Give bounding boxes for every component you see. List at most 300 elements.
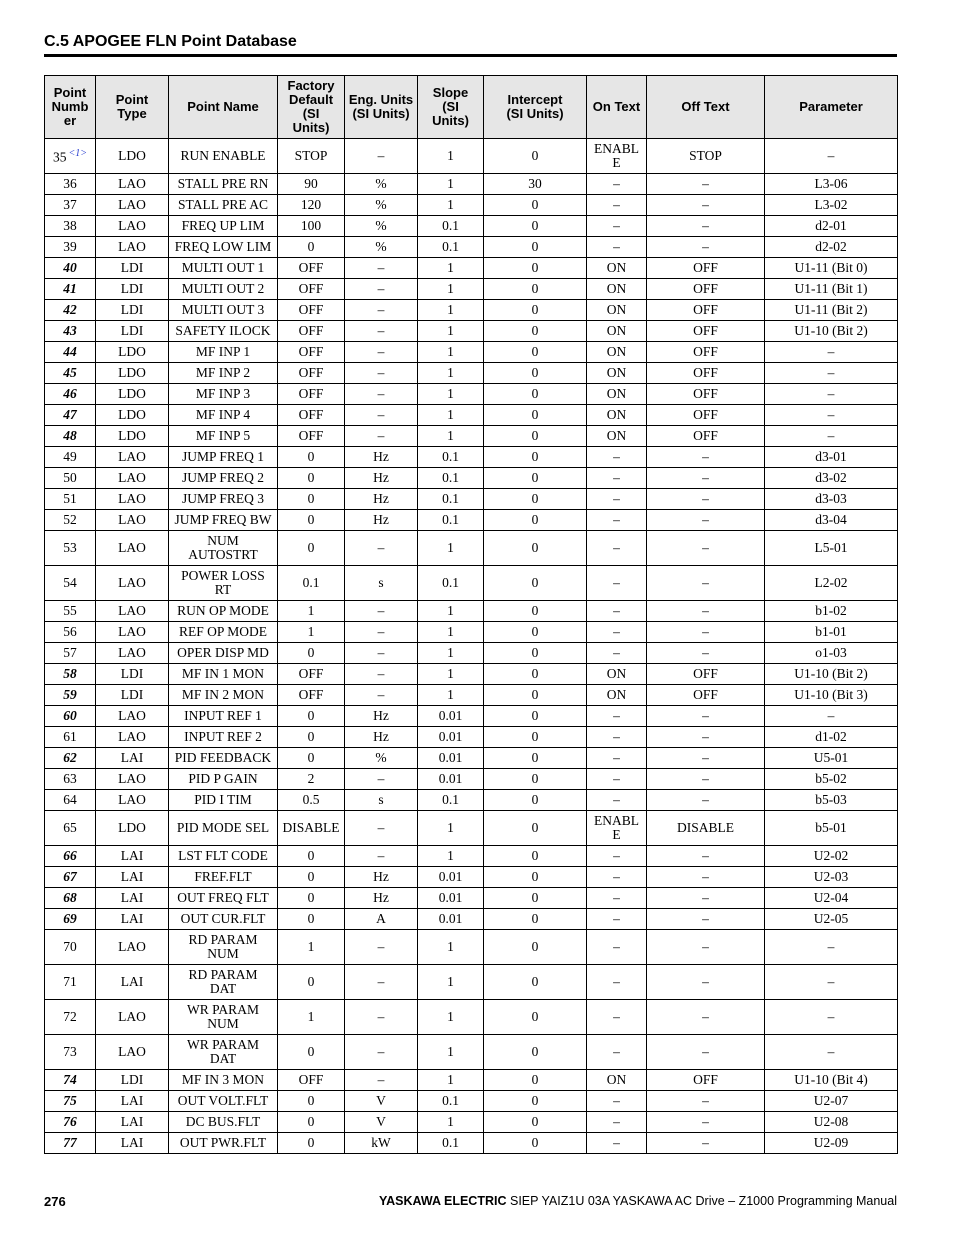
point-type-cell: LAO (96, 566, 169, 601)
on-text-cell: – (587, 601, 647, 622)
on-text-cell: – (587, 216, 647, 237)
eng-units-cell: A (345, 909, 418, 930)
off-text-cell: – (647, 790, 765, 811)
on-text-cell: – (587, 790, 647, 811)
off-text-cell: STOP (647, 139, 765, 174)
on-text-cell: – (587, 237, 647, 258)
slope-cell: 1 (418, 643, 484, 664)
point-type-cell: LDI (96, 258, 169, 279)
off-text-cell: – (647, 468, 765, 489)
point-number-cell (45, 426, 96, 447)
intercept-cell: 0 (484, 405, 587, 426)
off-text-cell: OFF (647, 664, 765, 685)
on-text-cell: – (587, 1000, 647, 1035)
eng-units-cell: – (345, 384, 418, 405)
intercept-cell: 0 (484, 930, 587, 965)
on-text-cell: – (587, 706, 647, 727)
on-text-cell: – (587, 965, 647, 1000)
point-number-cell (45, 1035, 96, 1070)
header-point-name: Point Name (169, 76, 278, 139)
section-title: C.5 APOGEE FLN Point Database (44, 33, 297, 50)
slope-cell: 1 (418, 384, 484, 405)
slope-cell: 1 (418, 405, 484, 426)
table-row (45, 279, 898, 300)
point-name-cell: OUT FREQ FLT (169, 888, 278, 909)
point-name-cell: MF INP 4 (169, 405, 278, 426)
slope-cell: 0.1 (418, 237, 484, 258)
point-type-cell: LDO (96, 426, 169, 447)
off-text-cell: – (647, 1035, 765, 1070)
eng-units-cell: – (345, 300, 418, 321)
table-row (45, 846, 898, 867)
parameter-cell: – (765, 706, 898, 727)
point-name-cell: SAFETY ILOCK (169, 321, 278, 342)
point-number-cell (45, 846, 96, 867)
slope-cell: 1 (418, 930, 484, 965)
off-text-cell: – (647, 622, 765, 643)
intercept-cell: 0 (484, 888, 587, 909)
table-row (45, 321, 898, 342)
off-text-cell: – (647, 965, 765, 1000)
factory-default-cell: DISABLE (278, 811, 345, 846)
point-number-text: 35 (53, 149, 67, 165)
intercept-cell: 0 (484, 468, 587, 489)
point-name-cell: MF IN 2 MON (169, 685, 278, 706)
parameter-cell: U2-05 (765, 909, 898, 930)
off-text-cell: – (647, 1091, 765, 1112)
intercept-cell: 0 (484, 384, 587, 405)
slope-cell: 1 (418, 1070, 484, 1091)
point-type-cell: LAO (96, 769, 169, 790)
parameter-cell: U1-10 (Bit 2) (765, 664, 898, 685)
slope-cell: 1 (418, 300, 484, 321)
point-name-cell: PID I TIM (169, 790, 278, 811)
point-name-cell: OUT PWR.FLT (169, 1133, 278, 1154)
header-point-type: Point Type (96, 76, 169, 139)
slope-cell: 1 (418, 342, 484, 363)
on-text-cell: ON (587, 300, 647, 321)
off-text-cell: – (647, 769, 765, 790)
table-row (45, 342, 898, 363)
eng-units-cell: % (345, 748, 418, 769)
point-number-cell (45, 1091, 96, 1112)
slope-cell: 0.01 (418, 706, 484, 727)
point-type-cell: LAI (96, 1133, 169, 1154)
off-text-cell: OFF (647, 1070, 765, 1091)
eng-units-cell: Hz (345, 510, 418, 531)
page-number: 276 (44, 1194, 66, 1209)
table-row (45, 489, 898, 510)
parameter-cell: b5-03 (765, 790, 898, 811)
off-text-cell: – (647, 846, 765, 867)
eng-units-cell: – (345, 321, 418, 342)
parameter-cell: – (765, 363, 898, 384)
slope-cell: 1 (418, 622, 484, 643)
point-name-cell: JUMP FREQ 1 (169, 447, 278, 468)
footer-document-title (379, 1194, 897, 1208)
point-number-cell (45, 510, 96, 531)
table-row (45, 174, 898, 195)
point-number-text: 77 (63, 1135, 77, 1150)
point-type-cell: LAO (96, 195, 169, 216)
point-name-cell: FREF.FLT (169, 867, 278, 888)
header-on-text: On Text (587, 76, 647, 139)
point-type-cell: LAI (96, 748, 169, 769)
intercept-cell: 0 (484, 363, 587, 384)
parameter-cell: b1-01 (765, 622, 898, 643)
off-text-cell: – (647, 888, 765, 909)
parameter-cell: – (765, 930, 898, 965)
point-type-cell: LAO (96, 1035, 169, 1070)
intercept-cell: 0 (484, 909, 587, 930)
factory-default-cell: 0 (278, 909, 345, 930)
table-row (45, 300, 898, 321)
point-number-text: 67 (63, 869, 77, 884)
off-text-cell: OFF (647, 426, 765, 447)
eng-units-cell: V (345, 1091, 418, 1112)
parameter-cell: U5-01 (765, 748, 898, 769)
point-type-cell: LAO (96, 643, 169, 664)
point-type-cell: LAI (96, 846, 169, 867)
slope-cell: 0.1 (418, 790, 484, 811)
point-number-cell (45, 279, 96, 300)
intercept-cell: 0 (484, 321, 587, 342)
factory-default-cell: 0 (278, 846, 345, 867)
point-number-cell (45, 216, 96, 237)
parameter-cell: U2-02 (765, 846, 898, 867)
eng-units-cell: – (345, 601, 418, 622)
eng-units-cell: – (345, 426, 418, 447)
point-number-text: 55 (63, 603, 77, 618)
eng-units-cell: Hz (345, 867, 418, 888)
slope-cell: 1 (418, 139, 484, 174)
point-number-text: 69 (63, 911, 77, 926)
eng-units-cell: – (345, 664, 418, 685)
parameter-cell: U1-10 (Bit 4) (765, 1070, 898, 1091)
on-text-cell: – (587, 909, 647, 930)
eng-units-cell: – (345, 342, 418, 363)
on-text-cell: – (587, 510, 647, 531)
intercept-cell: 0 (484, 769, 587, 790)
slope-cell: 1 (418, 1112, 484, 1133)
point-name-cell: MF INP 5 (169, 426, 278, 447)
table-header-row (45, 76, 898, 139)
intercept-cell: 0 (484, 727, 587, 748)
slope-cell: 1 (418, 846, 484, 867)
intercept-cell: 0 (484, 1133, 587, 1154)
factory-default-cell: OFF (278, 384, 345, 405)
table-row (45, 909, 898, 930)
eng-units-cell: – (345, 622, 418, 643)
eng-units-cell: – (345, 846, 418, 867)
point-name-cell: STALL PRE AC (169, 195, 278, 216)
parameter-cell: – (765, 405, 898, 426)
point-name-cell: NUM AUTOSTRT (169, 531, 278, 566)
footnote-reference-link[interactable]: <1> (68, 148, 87, 160)
parameter-cell: – (765, 1000, 898, 1035)
eng-units-cell: – (345, 258, 418, 279)
parameter-cell: d3-03 (765, 489, 898, 510)
table-row (45, 1000, 898, 1035)
factory-default-cell: 0 (278, 468, 345, 489)
point-type-cell: LAO (96, 216, 169, 237)
table-row (45, 237, 898, 258)
eng-units-cell: Hz (345, 706, 418, 727)
factory-default-cell: 0 (278, 237, 345, 258)
factory-default-cell: 90 (278, 174, 345, 195)
point-name-cell: MF INP 3 (169, 384, 278, 405)
factory-default-cell: OFF (278, 426, 345, 447)
table-row (45, 811, 898, 846)
point-name-cell: OUT CUR.FLT (169, 909, 278, 930)
table-row (45, 727, 898, 748)
intercept-cell: 0 (484, 1112, 587, 1133)
point-name-cell: INPUT REF 1 (169, 706, 278, 727)
parameter-cell: – (765, 139, 898, 174)
point-number-cell (45, 965, 96, 1000)
point-name-cell: MF IN 3 MON (169, 1070, 278, 1091)
table-row (45, 1091, 898, 1112)
factory-default-cell: 1 (278, 930, 345, 965)
on-text-cell: ENABL E (587, 811, 647, 846)
intercept-cell: 0 (484, 139, 587, 174)
point-name-cell: MULTI OUT 1 (169, 258, 278, 279)
point-number-cell (45, 342, 96, 363)
factory-default-cell: 0 (278, 888, 345, 909)
table-row (45, 426, 898, 447)
point-name-cell: WR PARAM NUM (169, 1000, 278, 1035)
on-text-cell: – (587, 1091, 647, 1112)
point-type-cell: LAO (96, 237, 169, 258)
point-number-cell (45, 748, 96, 769)
eng-units-cell: Hz (345, 888, 418, 909)
point-name-cell: MF IN 1 MON (169, 664, 278, 685)
eng-units-cell: – (345, 685, 418, 706)
on-text-cell: ON (587, 321, 647, 342)
table-row (45, 706, 898, 727)
intercept-cell: 0 (484, 1070, 587, 1091)
slope-cell: 1 (418, 601, 484, 622)
on-text-cell: ON (587, 363, 647, 384)
factory-default-cell: 0 (278, 489, 345, 510)
point-type-cell: LDI (96, 1070, 169, 1091)
intercept-cell: 0 (484, 258, 587, 279)
point-number-cell (45, 384, 96, 405)
off-text-cell: OFF (647, 321, 765, 342)
point-name-cell: MF INP 2 (169, 363, 278, 384)
eng-units-cell: – (345, 1000, 418, 1035)
point-name-cell: OPER DISP MD (169, 643, 278, 664)
intercept-cell: 0 (484, 510, 587, 531)
intercept-cell: 0 (484, 664, 587, 685)
eng-units-cell: % (345, 237, 418, 258)
point-number-text: 51 (63, 491, 77, 506)
point-name-cell: PID MODE SEL (169, 811, 278, 846)
table-row (45, 622, 898, 643)
factory-default-cell: OFF (278, 342, 345, 363)
on-text-cell: – (587, 643, 647, 664)
off-text-cell: OFF (647, 279, 765, 300)
parameter-cell: – (765, 965, 898, 1000)
factory-default-cell: 1 (278, 1000, 345, 1035)
header-eng-units: Eng. Units (SI Units) (345, 76, 418, 139)
intercept-cell: 0 (484, 300, 587, 321)
table-row (45, 664, 898, 685)
point-name-cell: WR PARAM DAT (169, 1035, 278, 1070)
heading-rule (44, 54, 897, 57)
point-number-cell (45, 930, 96, 965)
on-text-cell: – (587, 727, 647, 748)
parameter-cell: o1-03 (765, 643, 898, 664)
parameter-cell: – (765, 384, 898, 405)
point-type-cell: LAI (96, 888, 169, 909)
factory-default-cell: 0 (278, 643, 345, 664)
point-type-cell: LDI (96, 279, 169, 300)
footer-doc-title: SIEP YAIZ1U 03A YASKAWA AC Drive – Z1000 Programming Manual (510, 1194, 897, 1208)
intercept-cell: 30 (484, 174, 587, 195)
footer-brand: YASKAWA ELECTRIC (378, 1194, 507, 1208)
factory-default-cell: 120 (278, 195, 345, 216)
table-row (45, 930, 898, 965)
point-number-text: 62 (63, 750, 77, 765)
intercept-cell: 0 (484, 489, 587, 510)
slope-cell: 0.01 (418, 909, 484, 930)
point-number-cell (45, 867, 96, 888)
on-text-cell: ON (587, 685, 647, 706)
header-off-text: Off Text (647, 76, 765, 139)
factory-default-cell: 0 (278, 1035, 345, 1070)
point-type-cell: LAI (96, 965, 169, 1000)
eng-units-cell: – (345, 769, 418, 790)
off-text-cell: OFF (647, 300, 765, 321)
on-text-cell: – (587, 447, 647, 468)
parameter-cell: U2-03 (765, 867, 898, 888)
point-number-text: 66 (63, 848, 77, 863)
point-number-text: 59 (63, 687, 77, 702)
point-number-cell (45, 1112, 96, 1133)
point-type-cell: LDI (96, 300, 169, 321)
point-number-text: 68 (63, 890, 77, 905)
point-number-cell (45, 531, 96, 566)
point-name-cell: FREQ LOW LIM (169, 237, 278, 258)
eng-units-cell: – (345, 363, 418, 384)
point-name-cell: RD PARAM DAT (169, 965, 278, 1000)
eng-units-cell: – (345, 405, 418, 426)
off-text-cell: – (647, 510, 765, 531)
point-number-cell (45, 769, 96, 790)
on-text-cell: – (587, 622, 647, 643)
eng-units-cell: – (345, 279, 418, 300)
factory-default-cell: 0.1 (278, 566, 345, 601)
parameter-cell: L3-02 (765, 195, 898, 216)
on-text-cell: – (587, 1035, 647, 1070)
slope-cell: 1 (418, 1035, 484, 1070)
point-name-cell: RUN ENABLE (169, 139, 278, 174)
point-number-text: 76 (63, 1114, 77, 1129)
parameter-cell: d3-02 (765, 468, 898, 489)
off-text-cell: – (647, 237, 765, 258)
parameter-cell: b5-01 (765, 811, 898, 846)
point-number-text: 71 (63, 974, 77, 989)
intercept-cell: 0 (484, 1035, 587, 1070)
slope-cell: 0.01 (418, 769, 484, 790)
table-row (45, 447, 898, 468)
point-name-cell: PID P GAIN (169, 769, 278, 790)
slope-cell: 1 (418, 174, 484, 195)
parameter-cell: d2-02 (765, 237, 898, 258)
point-type-cell: LAO (96, 727, 169, 748)
point-number-text: 48 (63, 428, 77, 443)
slope-cell: 0.01 (418, 748, 484, 769)
point-number-text: 43 (63, 323, 77, 338)
point-number-cell (45, 601, 96, 622)
point-type-cell: LAO (96, 930, 169, 965)
slope-cell: 1 (418, 258, 484, 279)
factory-default-cell: OFF (278, 363, 345, 384)
eng-units-cell: V (345, 1112, 418, 1133)
on-text-cell: – (587, 1133, 647, 1154)
point-number-text: 75 (63, 1093, 77, 1108)
point-name-cell: MF INP 1 (169, 342, 278, 363)
factory-default-cell: 0.5 (278, 790, 345, 811)
point-name-cell: POWER LOSS RT (169, 566, 278, 601)
point-name-cell: LST FLT CODE (169, 846, 278, 867)
intercept-cell: 0 (484, 685, 587, 706)
point-number-text: 73 (63, 1044, 77, 1059)
point-name-cell: RD PARAM NUM (169, 930, 278, 965)
on-text-cell: – (587, 566, 647, 601)
off-text-cell: – (647, 216, 765, 237)
factory-default-cell: 0 (278, 510, 345, 531)
point-type-cell: LAO (96, 706, 169, 727)
point-type-cell: LDI (96, 664, 169, 685)
slope-cell: 0.01 (418, 727, 484, 748)
on-text-cell: ON (587, 1070, 647, 1091)
on-text-cell: – (587, 888, 647, 909)
point-number-text: 52 (63, 512, 77, 527)
table-row (45, 258, 898, 279)
eng-units-cell: – (345, 930, 418, 965)
intercept-cell: 0 (484, 643, 587, 664)
slope-cell: 0.1 (418, 510, 484, 531)
point-type-cell: LDI (96, 321, 169, 342)
factory-default-cell: OFF (278, 685, 345, 706)
point-database-table (44, 75, 898, 1154)
point-name-cell: JUMP FREQ BW (169, 510, 278, 531)
off-text-cell: OFF (647, 405, 765, 426)
point-name-cell: JUMP FREQ 3 (169, 489, 278, 510)
factory-default-cell: 0 (278, 1112, 345, 1133)
off-text-cell: – (647, 531, 765, 566)
table-row (45, 643, 898, 664)
table-row (45, 965, 898, 1000)
intercept-cell: 0 (484, 846, 587, 867)
point-number-text: 63 (63, 771, 77, 786)
point-number-text: 47 (63, 407, 77, 422)
point-name-cell: DC BUS.FLT (169, 1112, 278, 1133)
eng-units-cell: – (345, 1070, 418, 1091)
on-text-cell: ENABL E (587, 139, 647, 174)
off-text-cell: – (647, 706, 765, 727)
point-number-cell (45, 811, 96, 846)
slope-cell: 0.1 (418, 468, 484, 489)
slope-cell: 1 (418, 363, 484, 384)
point-number-text: 64 (63, 792, 77, 807)
point-name-cell: INPUT REF 2 (169, 727, 278, 748)
point-type-cell: LAO (96, 468, 169, 489)
table-row (45, 216, 898, 237)
header-parameter: Parameter (765, 76, 898, 139)
